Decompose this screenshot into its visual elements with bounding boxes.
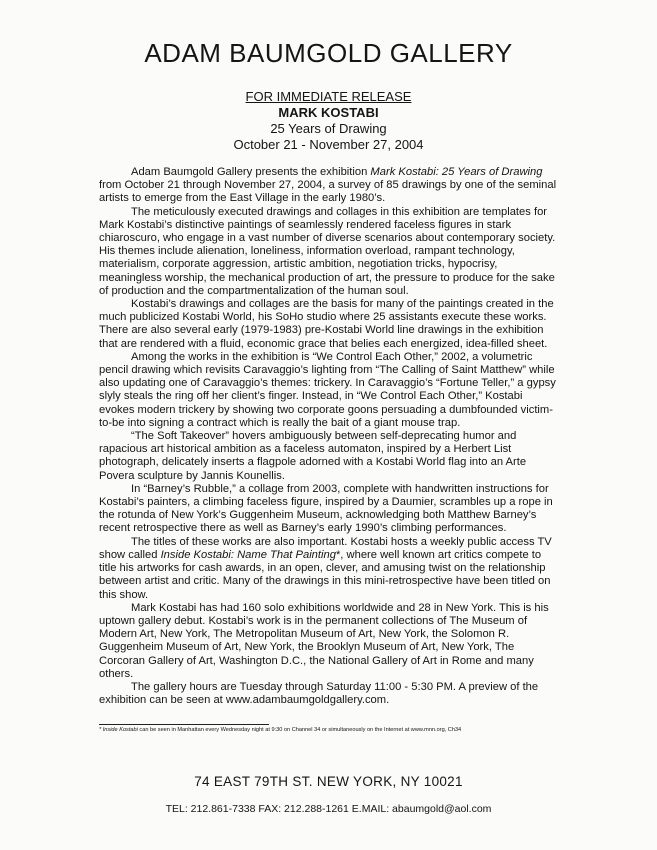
exhibition-title: 25 Years of Drawing bbox=[270, 121, 387, 136]
footnote: * Inside Kostabi can be seen in Manhattan every Wednesday night at 9:30 on Channel 34 or simultaneously on the Internet at www.mnn.org, Ch34 bbox=[99, 727, 462, 733]
exhibition-dates: October 21 - November 27, 2004 bbox=[233, 137, 424, 152]
paragraph-intro: Adam Baumgold Gallery presents the exhibition Mark Kostabi: 25 Years of Drawing from October 21 through November 27, 2004, a survey of 85 drawings by one of the seminal artists to emerge from the East Village in the early 1980’s. bbox=[99, 166, 557, 205]
paragraph-soft-takeover: “The Soft Takeover” hovers ambiguously between self-deprecating humor and rapacious art historical ambition as a faceless automaton, inspired by a Herbert List photograph, delicately inserts a flagpole adorned with a Kostabi World flag into an Arte Povera sculpture by Jannis Kounellis. bbox=[99, 430, 527, 482]
gallery-masthead: ADAM BAUMGOLD GALLERY bbox=[144, 38, 513, 68]
gallery-contact: TEL: 212.861-7338 FAX: 212.288-1261 E.MAIL: abaumgold@aol.com bbox=[165, 803, 492, 815]
exhibition-title-italic: Mark Kostabi: 25 Years of Drawing bbox=[370, 166, 543, 178]
paragraph-we-control: Among the works in the exhibition is “We Control Each Other,” 2002, a volumetric pencil drawing which revisits Caravaggio’s lighting from “The Calling of Saint Matthew” while also updating one of Caravaggio’s themes: trickery. In Caravaggio’s “Fortune Teller,” a gypsy slyly steals the ring off her client’s finger. Instead, in “We Control Each Other,” Kostabi evokes modern trickery by showing two corporate goons persuading a dumbfounded victim-to-be into signing a contract which is really the bait of a giant mouse trap. bbox=[99, 350, 556, 429]
artist-name: MARK KOSTABI bbox=[278, 105, 379, 120]
paragraph-titles: The titles of these works are also important. Kostabi hosts a weekly public access TV show called Inside Kostabi: Name That Painting*, where well known art critics compete to title his artworks for cash awards, in an open, clever, and amusing twist on the relationship between artist and critic. Many of the drawings in this mini-retrospective have been titled on this show. bbox=[99, 535, 552, 601]
paragraph-collections: Mark Kostabi has had 160 solo exhibitions worldwide and 28 in New York. This is his uptown gallery debut. Kostabi’s work is in the permanent collections of The Museum of Modern Art, New York, The Metropolitan Museum of Art, New York, the Solomon R. Guggenheim Museum of Art, New York, the Brooklyn Museum of Art, New York, The Corcoran Gallery of Art, Washington D.C., the National Gallery of Art in Rome and many others. bbox=[99, 601, 549, 680]
paragraph-templates: The meticulously executed drawings and collages in this exhibition are templates for Mark Kostabi’s distinctive paintings of seamlessly rendered faceless figures in stark chiaroscuro, who engage in a vast number of diverse scenarios about contemporary society. His themes include alienation, loneliness, information overload, rampant technology, materialism, corporate aggression, artistic ambition, negotiation tricks, hypocrisy, meaningless worship, the mechanical production of art, the pressure to produce for the sake of production and the compartmentalization of the human soul. bbox=[99, 205, 556, 297]
release-body bbox=[99, 166, 561, 707]
release-label: FOR IMMEDIATE RELEASE bbox=[245, 89, 412, 104]
footnote-divider bbox=[99, 724, 269, 725]
release-header bbox=[0, 89, 657, 153]
tv-show-title: Inside Kostabi: Name That Painting bbox=[160, 548, 336, 561]
paragraph-kostabi-world: Kostabi’s drawings and collages are the basis for many of the paintings created in the much publicized Kostabi World, his SoHo studio where 25 assistants execute these works. There are also several early (1979-1983) pre-Kostabi World line drawings in the exhibition that are rendered with a fluid, economic grace that belies each energized, idea-filled sheet. bbox=[99, 298, 554, 350]
paragraph-barneys-rubble: In “Barney’s Rubble,” a collage from 2003, complete with handwritten instructions for Kostabi’s painters, a climbing faceless figure, inspired by a Daumier, scrambles up a rope in the rotunda of New York’s Guggenheim Museum, acknowledging both Matthew Barney’s recent retrospective there as well as Barney’s early 1990’s climbing performances. bbox=[99, 482, 553, 535]
paragraph-hours: The gallery hours are Tuesday through Saturday 11:00 - 5:30 PM. A preview of the exhibition can be seen at www.adambaumgoldgallery.com. bbox=[99, 680, 539, 707]
gallery-address: 74 EAST 79TH ST. NEW YORK, NY 10021 bbox=[194, 774, 463, 789]
